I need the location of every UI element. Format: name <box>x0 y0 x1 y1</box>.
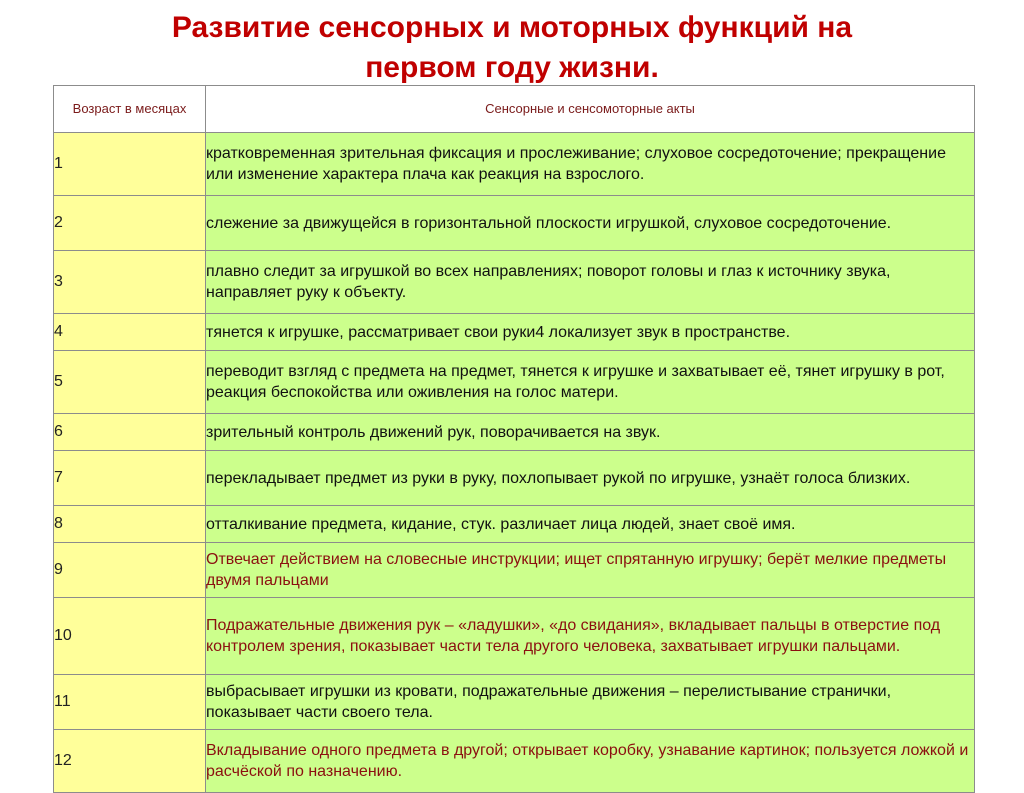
age-cell: 3 <box>54 251 206 314</box>
age-cell: 7 <box>54 451 206 506</box>
age-cell: 12 <box>54 730 206 793</box>
age-cell: 2 <box>54 196 206 251</box>
table-row <box>54 414 975 451</box>
description-cell: тянется к игрушке, рассматривает свои руки4 локализует звук в пространстве. <box>206 314 975 351</box>
description-cell: слежение за движущейся в горизонтальной плоскости игрушкой, слуховое сосредоточение. <box>206 196 975 251</box>
table-row <box>54 543 975 598</box>
description-cell: Отвечает действием на словесные инструкции; ищет спрятанную игрушку; берёт мелкие предметы двумя пальцами <box>206 543 975 598</box>
table-row <box>54 675 975 730</box>
description-cell: выбрасывает игрушки из кровати, подражательные движения – перелистывание странички, показывает части своего тела. <box>206 675 975 730</box>
description-cell: отталкивание предмета, кидание, стук. различает лица людей, знает своё имя. <box>206 506 975 543</box>
age-cell: 5 <box>54 351 206 414</box>
page-title <box>0 8 1024 88</box>
age-cell: 9 <box>54 543 206 598</box>
age-cell: 1 <box>54 133 206 196</box>
table-row <box>54 133 975 196</box>
description-cell: Вкладывание одного предмета в другой; открывает коробку, узнавание картинок; пользуется ложкой и расчёской по назначению. <box>206 730 975 793</box>
age-cell: 10 <box>54 598 206 675</box>
table-row <box>54 251 975 314</box>
title-line-1: Развитие сенсорных и моторных функций на <box>171 11 853 44</box>
description-cell: перекладывает предмет из руки в руку, похлопывает рукой по игрушке, узнаёт голоса близких. <box>206 451 975 506</box>
description-cell: зрительный контроль движений рук, поворачивается на звук. <box>206 414 975 451</box>
table-row <box>54 314 975 351</box>
table-row <box>54 351 975 414</box>
table-body <box>54 133 975 793</box>
description-cell: переводит взгляд с предмета на предмет, тянется к игрушке и захватывает её, тянет игрушку в рот, реакция беспокойства или оживления на голос матери. <box>206 351 975 414</box>
table-viewport[interactable] <box>53 85 974 780</box>
header-acts: Сенсорные и сенсомоторные акты <box>206 86 975 133</box>
header-age: Возраст в месяцах <box>54 86 206 133</box>
age-cell: 11 <box>54 675 206 730</box>
development-table <box>53 85 975 793</box>
description-cell: плавно следит за игрушкой во всех направлениях; поворот головы и глаз к источнику звука, направляет руку к объекту. <box>206 251 975 314</box>
table-row <box>54 196 975 251</box>
table-row <box>54 451 975 506</box>
age-cell: 6 <box>54 414 206 451</box>
title-line-2: первом году жизни. <box>365 51 659 84</box>
table-row <box>54 598 975 675</box>
age-cell: 4 <box>54 314 206 351</box>
description-cell: Подражательные движения рук – «ладушки», «до свидания», вкладывает пальцы в отверстие под контролем зрения, показывает части тела другого человека, захватывает игрушки пальцами. <box>206 598 975 675</box>
table-row <box>54 730 975 793</box>
table-header-row <box>54 86 975 133</box>
age-cell: 8 <box>54 506 206 543</box>
description-cell: кратковременная зрительная фиксация и прослеживание; слуховое сосредоточение; прекращение или изменение характера плача как реакция на взрослого. <box>206 133 975 196</box>
table-row <box>54 506 975 543</box>
